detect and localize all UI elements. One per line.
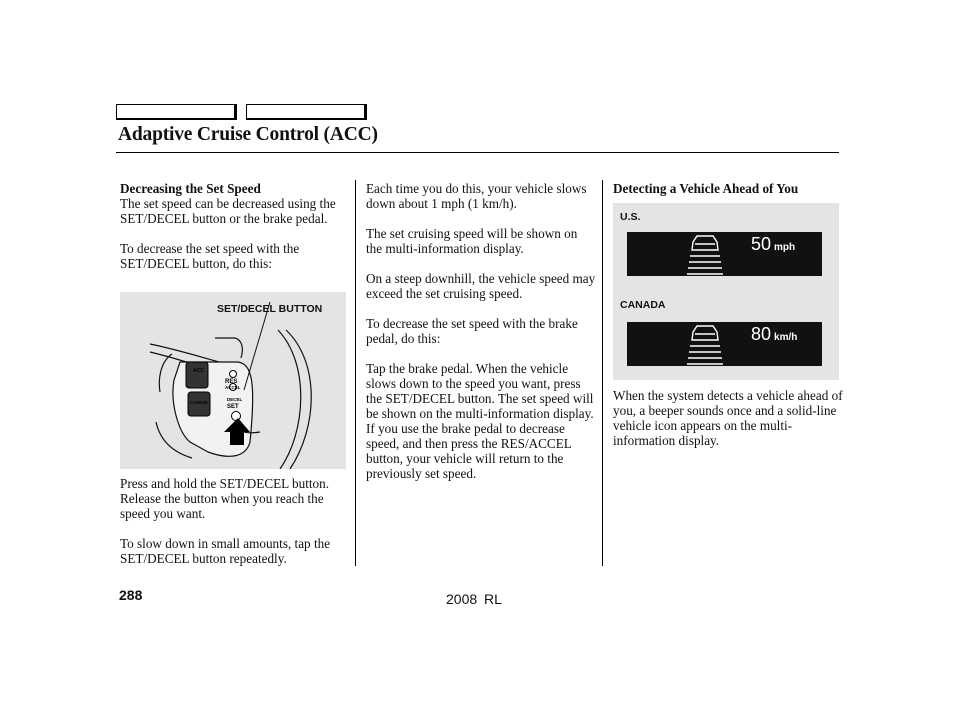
- column-divider-2: [602, 180, 603, 566]
- us-label: U.S.: [620, 211, 641, 223]
- paragraph: On a steep downhill, the vehicle speed may exceed the set cruising speed.: [366, 271, 596, 301]
- steering-wheel-figure: [120, 292, 346, 469]
- paragraph: The set cruising speed will be shown on the multi-information display.: [366, 226, 578, 256]
- paragraph: The set speed can be decreased using the SET/DECEL button or the brake pedal.: [120, 196, 336, 226]
- title-rule: [116, 152, 839, 153]
- column-divider-1: [355, 180, 356, 566]
- page-title: Adaptive Cruise Control (ACC): [118, 124, 378, 145]
- section-heading-detecting: Detecting a Vehicle Ahead of You: [613, 181, 799, 196]
- cancel-button-label: CANCEL: [190, 400, 209, 405]
- us-display-panel: [627, 232, 822, 276]
- us-speed-unit: mph: [774, 242, 796, 253]
- header-tab-box-1: [116, 104, 237, 120]
- paragraph: To decrease the set speed with the SET/DECEL button, do this:: [120, 241, 300, 271]
- section-heading-decreasing: Decreasing the Set Speed: [120, 181, 261, 196]
- paragraph: When the system detects a vehicle ahead of you, a beeper sounds once and a solid-line vehicle icon appears on the multi-information display.: [613, 388, 843, 448]
- accel-button-label: ACCEL: [225, 385, 241, 390]
- decel-button-label: DECEL: [227, 397, 243, 402]
- paragraph: Each time you do this, your vehicle slows down about 1 mph (1 km/h).: [366, 181, 587, 211]
- canada-speed-readout: [751, 324, 797, 345]
- vehicle-ahead-icon: [685, 232, 745, 276]
- paragraph: To slow down in small amounts, tap the SET/DECEL button repeatedly.: [120, 536, 331, 566]
- set-decel-figure-label: SET/DECEL BUTTON: [217, 303, 323, 315]
- vehicle-ahead-icon: [685, 322, 745, 366]
- canada-display-panel: [627, 322, 822, 366]
- us-speed-value: 50: [751, 234, 772, 254]
- paragraph: Press and hold the SET/DECEL button. Release the button when you reach the speed you want.: [120, 476, 330, 521]
- page-number: 288: [119, 587, 143, 603]
- set-button-label: SET: [227, 404, 239, 410]
- column-3: [613, 181, 843, 196]
- paragraph: To decrease the set speed with the brake pedal, do this:: [366, 316, 578, 346]
- column-1: [120, 181, 348, 286]
- canada-speed-value: 80: [751, 324, 772, 344]
- column-1-lower: [120, 476, 348, 581]
- canada-speed-unit: km/h: [774, 332, 798, 343]
- res-button-label: RES: [225, 379, 238, 385]
- acc-button-label: ACC: [193, 368, 204, 374]
- steering-switch-illustration: [120, 292, 346, 469]
- column-3-lower: [613, 388, 843, 463]
- paragraph: Tap the brake pedal. When the vehicle slows down to the speed you want, press the SET/DECEL button. The set speed will be shown on the multi-information display. If you use the brake pedal to decrease speed, and then press the RES/ACCEL button, your vehicle will return to the previously set speed.: [366, 361, 594, 481]
- column-2: [366, 181, 596, 496]
- us-speed-readout: [751, 234, 795, 255]
- display-figure: [613, 203, 839, 380]
- canada-label: CANADA: [620, 299, 666, 311]
- header-tab-box-2: [246, 104, 367, 120]
- footer-model: 2008 RL: [446, 591, 502, 607]
